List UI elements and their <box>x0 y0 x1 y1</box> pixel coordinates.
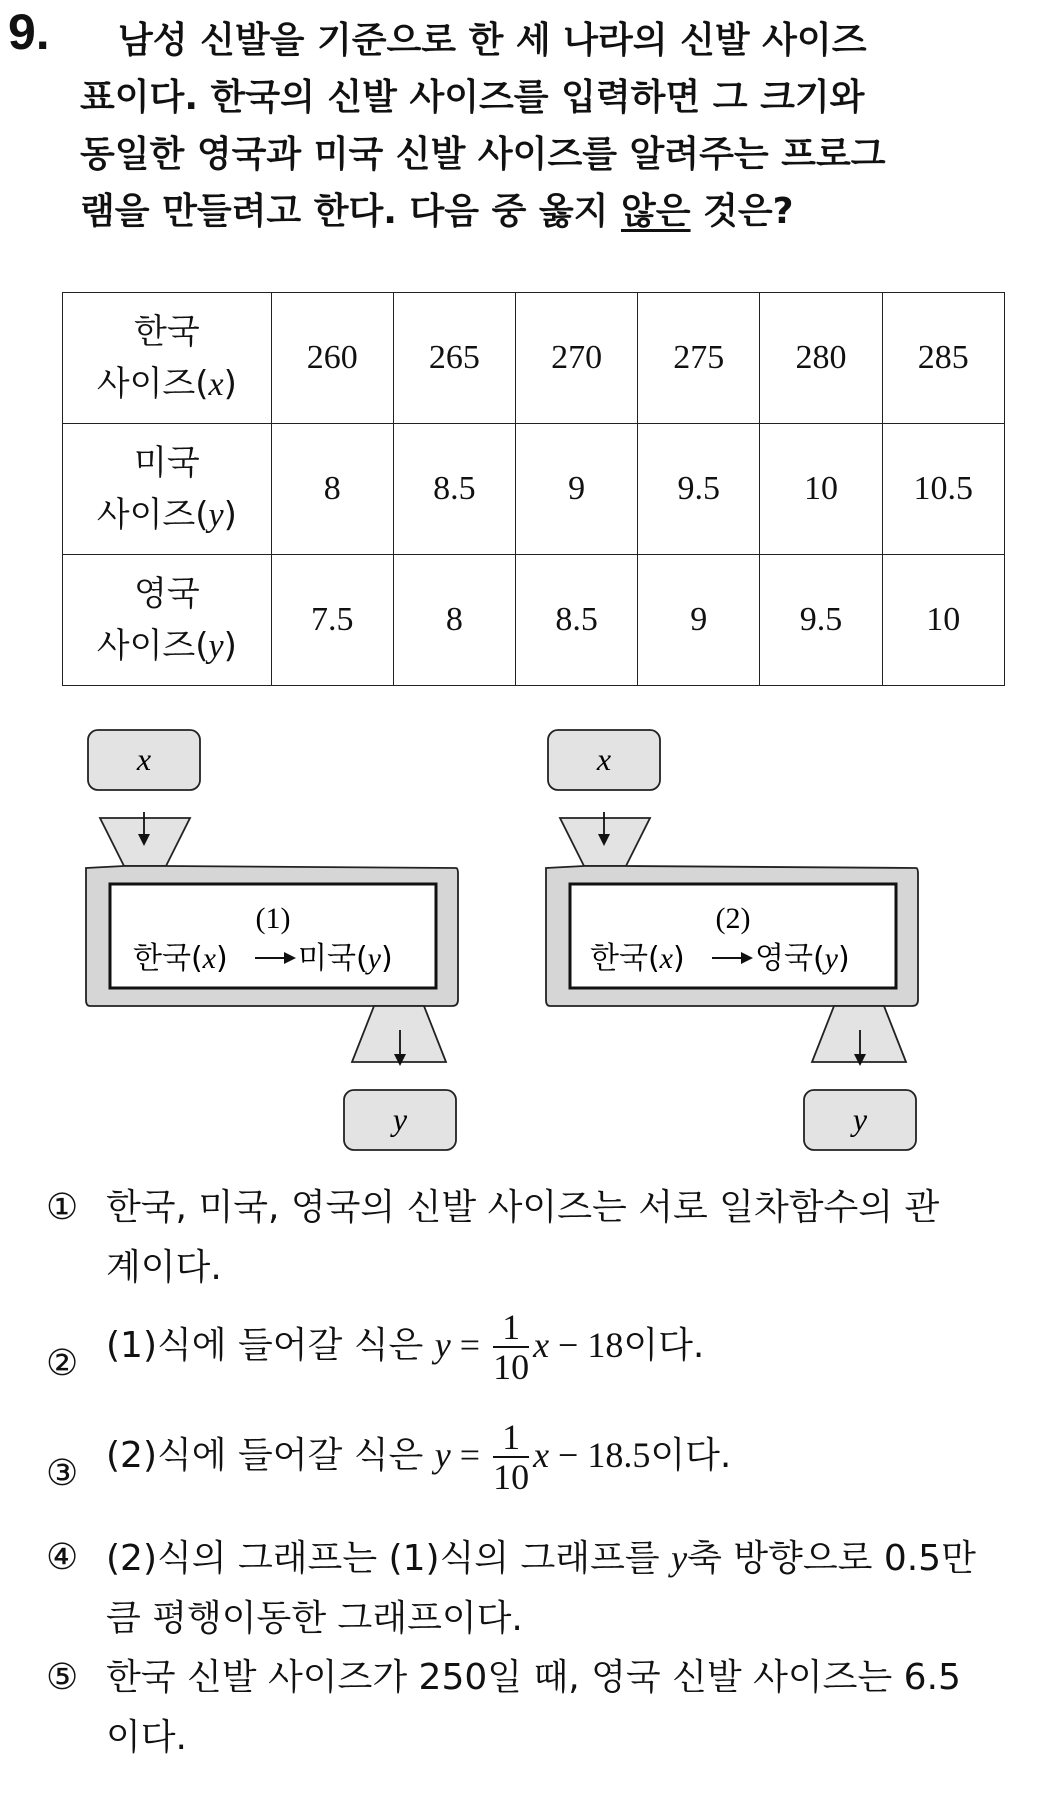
to-country: 미국( <box>298 941 368 976</box>
input-label: x <box>136 741 152 777</box>
choice-suffix: 이다. <box>623 1325 705 1366</box>
table-cell: 9.5 <box>638 424 760 555</box>
row-label-size: 사이즈( <box>96 494 209 535</box>
choice-mark: ③ <box>46 1453 79 1494</box>
from-var: x <box>202 942 216 975</box>
question-line-4-start: 램을 만들려고 한다. 다음 중 옳지 <box>80 191 621 232</box>
row-label-var: y <box>208 627 224 665</box>
machine-from-label <box>590 941 685 976</box>
row-label-country: 영국 <box>133 573 200 614</box>
choice-mark: ① <box>46 1187 79 1228</box>
fraction-denominator: 10 <box>493 1347 530 1387</box>
choice-5[interactable] <box>46 1648 1006 1768</box>
shoe-size-table <box>62 292 1005 686</box>
equation-var: x <box>533 1435 550 1475</box>
table-cell: 8.5 <box>516 555 638 686</box>
fraction-numerator: 1 <box>493 1308 529 1348</box>
row-label-country: 한국 <box>133 311 200 352</box>
choice-text-line-2: 이다. <box>106 1717 187 1758</box>
machine-to-label <box>755 941 850 976</box>
to-var: y <box>367 942 381 975</box>
choice-2[interactable] <box>46 1308 1006 1418</box>
from-country: 한국( <box>590 941 660 976</box>
row-header <box>63 293 272 424</box>
equation-equals: = <box>450 1435 490 1475</box>
question-number: 9. <box>8 4 50 60</box>
from-country: 한국( <box>133 941 203 976</box>
axis-var: y <box>671 1538 688 1578</box>
to-close: ) <box>381 941 393 976</box>
table-row-uk <box>63 555 1005 686</box>
function-machine-1 <box>86 730 458 1150</box>
answer-choices <box>46 1178 1006 1768</box>
table-cell: 10.5 <box>882 424 1004 555</box>
row-label-close: ) <box>223 363 237 404</box>
to-country: 영국( <box>755 941 825 976</box>
table-cell: 8 <box>393 555 515 686</box>
table-cell: 9 <box>516 424 638 555</box>
choice-mark: ④ <box>46 1537 79 1578</box>
choice-middle: 축 방향으로 0.5만 <box>687 1538 976 1579</box>
table-cell: 275 <box>638 293 760 424</box>
table-cell: 10 <box>760 424 882 555</box>
table-row-korea <box>63 293 1005 424</box>
table-cell: 9 <box>638 555 760 686</box>
choice-mark: ⑤ <box>46 1657 79 1698</box>
machine-to-label <box>298 941 393 976</box>
choice-1[interactable] <box>46 1178 1006 1298</box>
choice-text-line-1 <box>106 1528 1006 1589</box>
table-cell: 9.5 <box>760 555 882 686</box>
choice-text-line-1: 한국 신발 사이즈가 250일 때, 영국 신발 사이즈는 6.5 <box>106 1657 961 1698</box>
choice-3[interactable] <box>46 1418 1006 1528</box>
choice-mark: ② <box>46 1343 79 1384</box>
table-cell: 8.5 <box>393 424 515 555</box>
question-text <box>80 12 1025 240</box>
row-header <box>63 424 272 555</box>
fraction-denominator: 10 <box>493 1457 530 1497</box>
equation-equals: = <box>450 1325 490 1365</box>
row-header <box>63 555 272 686</box>
table-cell: 280 <box>760 293 882 424</box>
question-line-2: 표이다. 한국의 신발 사이즈를 입력하면 그 크기와 <box>80 77 865 118</box>
question-line-4 <box>80 183 1025 240</box>
row-label-var: y <box>208 496 224 534</box>
row-label-size: 사이즈( <box>96 625 209 666</box>
row-label-country: 미국 <box>133 442 200 483</box>
output-funnel <box>812 1006 906 1062</box>
output-label: y <box>392 1101 408 1137</box>
machine-number: (2) <box>715 902 751 935</box>
question-tail: 것은? <box>690 191 794 232</box>
equation-constant: − 18 <box>549 1325 624 1365</box>
choice-text-line-2: 큼 평행이동한 그래프이다. <box>106 1598 523 1639</box>
output-funnel <box>352 1006 446 1062</box>
question-line-1: 남성 신발을 기준으로 한 세 나라의 신발 사이즈 <box>118 20 867 61</box>
table-cell: 260 <box>271 293 393 424</box>
table-cell: 8 <box>271 424 393 555</box>
choice-text <box>106 1418 1006 1496</box>
from-close: ) <box>216 941 228 976</box>
table-cell: 270 <box>516 293 638 424</box>
to-var: y <box>824 942 838 975</box>
machine-number: (1) <box>255 902 291 935</box>
underlined-word: 않은 <box>620 191 691 232</box>
fraction-numerator: 1 <box>493 1418 529 1458</box>
choice-prefix: (2)식의 그래프는 (1)식의 그래프를 <box>106 1538 672 1579</box>
from-var: x <box>659 942 673 975</box>
choice-text <box>106 1308 1006 1386</box>
table-row-usa <box>63 424 1005 555</box>
from-close: ) <box>673 941 685 976</box>
equation-lhs: y <box>434 1435 451 1475</box>
table-cell: 285 <box>882 293 1004 424</box>
row-label-close: ) <box>223 625 237 666</box>
table-cell: 265 <box>393 293 515 424</box>
equation-lhs: y <box>434 1325 451 1365</box>
to-close: ) <box>838 941 850 976</box>
fraction <box>493 1308 529 1386</box>
machine-from-label <box>133 941 228 976</box>
row-label-close: ) <box>223 494 237 535</box>
choice-prefix: (1)식에 들어갈 식은 <box>106 1325 435 1366</box>
equation-constant: − 18.5 <box>549 1435 651 1475</box>
input-label: x <box>596 741 612 777</box>
choice-4[interactable] <box>46 1528 1006 1648</box>
function-machine-2 <box>546 730 918 1150</box>
table-cell: 10 <box>882 555 1004 686</box>
output-label: y <box>852 1101 868 1137</box>
row-label-size: 사이즈( <box>96 363 209 404</box>
row-label-var: x <box>208 365 224 403</box>
equation-var: x <box>533 1325 550 1365</box>
choice-suffix: 이다. <box>650 1435 732 1476</box>
question-line-3: 동일한 영국과 미국 신발 사이즈를 알려주는 프로그 <box>80 134 886 175</box>
fraction <box>493 1418 529 1496</box>
table-cell: 7.5 <box>271 555 393 686</box>
choice-text-line-1: 한국, 미국, 영국의 신발 사이즈는 서로 일차함수의 관 <box>106 1187 940 1228</box>
choice-text-line-2: 계이다. <box>106 1247 222 1288</box>
choice-prefix: (2)식에 들어갈 식은 <box>106 1435 435 1476</box>
